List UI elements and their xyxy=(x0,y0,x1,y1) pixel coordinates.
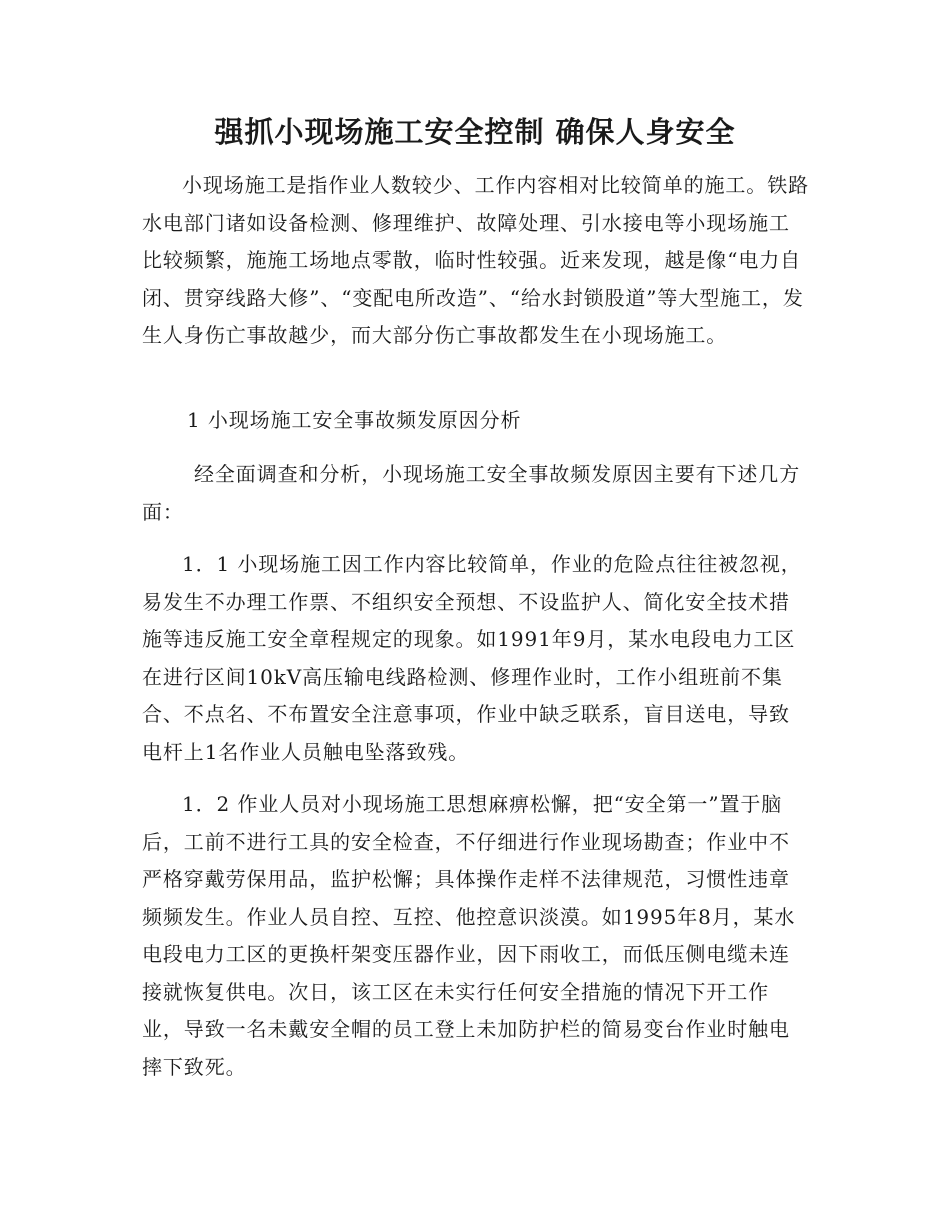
intro-paragraph: 小现场施工是指作业人数较少、工作内容相对比较简单的施工。铁路水电部门诸如设备检测、修理维护、故障处理、引水接电等小现场施工比较频繁，施施工场地点零散，临时性较强。近来发现，越是像“电力自闭、贯穿线路大修”、“变配电所改造”、“给水封锁股道”等大型施工，发生人身伤亡事故越少，而大部分伤亡事故都发生在小现场施工。 xyxy=(142,173,809,347)
section-heading-1: 1 小现场施工安全事故频发原因分析 xyxy=(187,408,522,432)
item-1-1-paragraph: 1．1 小现场施工因工作内容比较简单，作业的危险点往往被忽视，易发生不办理工作票、不组织安全预想、不设监护人、简化安全技术措施等违反施工安全章程规定的现象。如1991年9月，某水电段电力工区在进行区间10kV高压输电线路检测、修理作业时，工作小组班前不集合、不点名、不布置安全注意事项，作业中缺乏联系，盲目送电，导致电杆上1名作业人员触电坠落致残。 xyxy=(142,552,802,764)
section-1-intro-paragraph: 经全面调查和分析，小现场施工安全事故频发原因主要有下述几方面： xyxy=(142,462,801,524)
item-1-2-paragraph: 1．2 作业人员对小现场施工思想麻痹松懈，把“安全第一”置于脑后，工前不进行工具的安全检查，不仔细进行作业现场勘查；作业中不严格穿戴劳保用品，监护松懈；具体操作走样不法律规范，习惯性违章频频发生。作业人员自控、互控、他控意识淡漠。如1995年8月，某水电段电力工区的更换杆架变压器作业，因下雨收工，而低压侧电缆未连接就恢复供电。次日，该工区在未实行任何安全措施的情况下开工作业，导致一名未戴安全帽的员工登上未加防护栏的简易变台作业时触电摔下致死。 xyxy=(142,792,796,1079)
document-title: 强抓小现场施工安全控制 确保人身安全 xyxy=(214,115,736,149)
